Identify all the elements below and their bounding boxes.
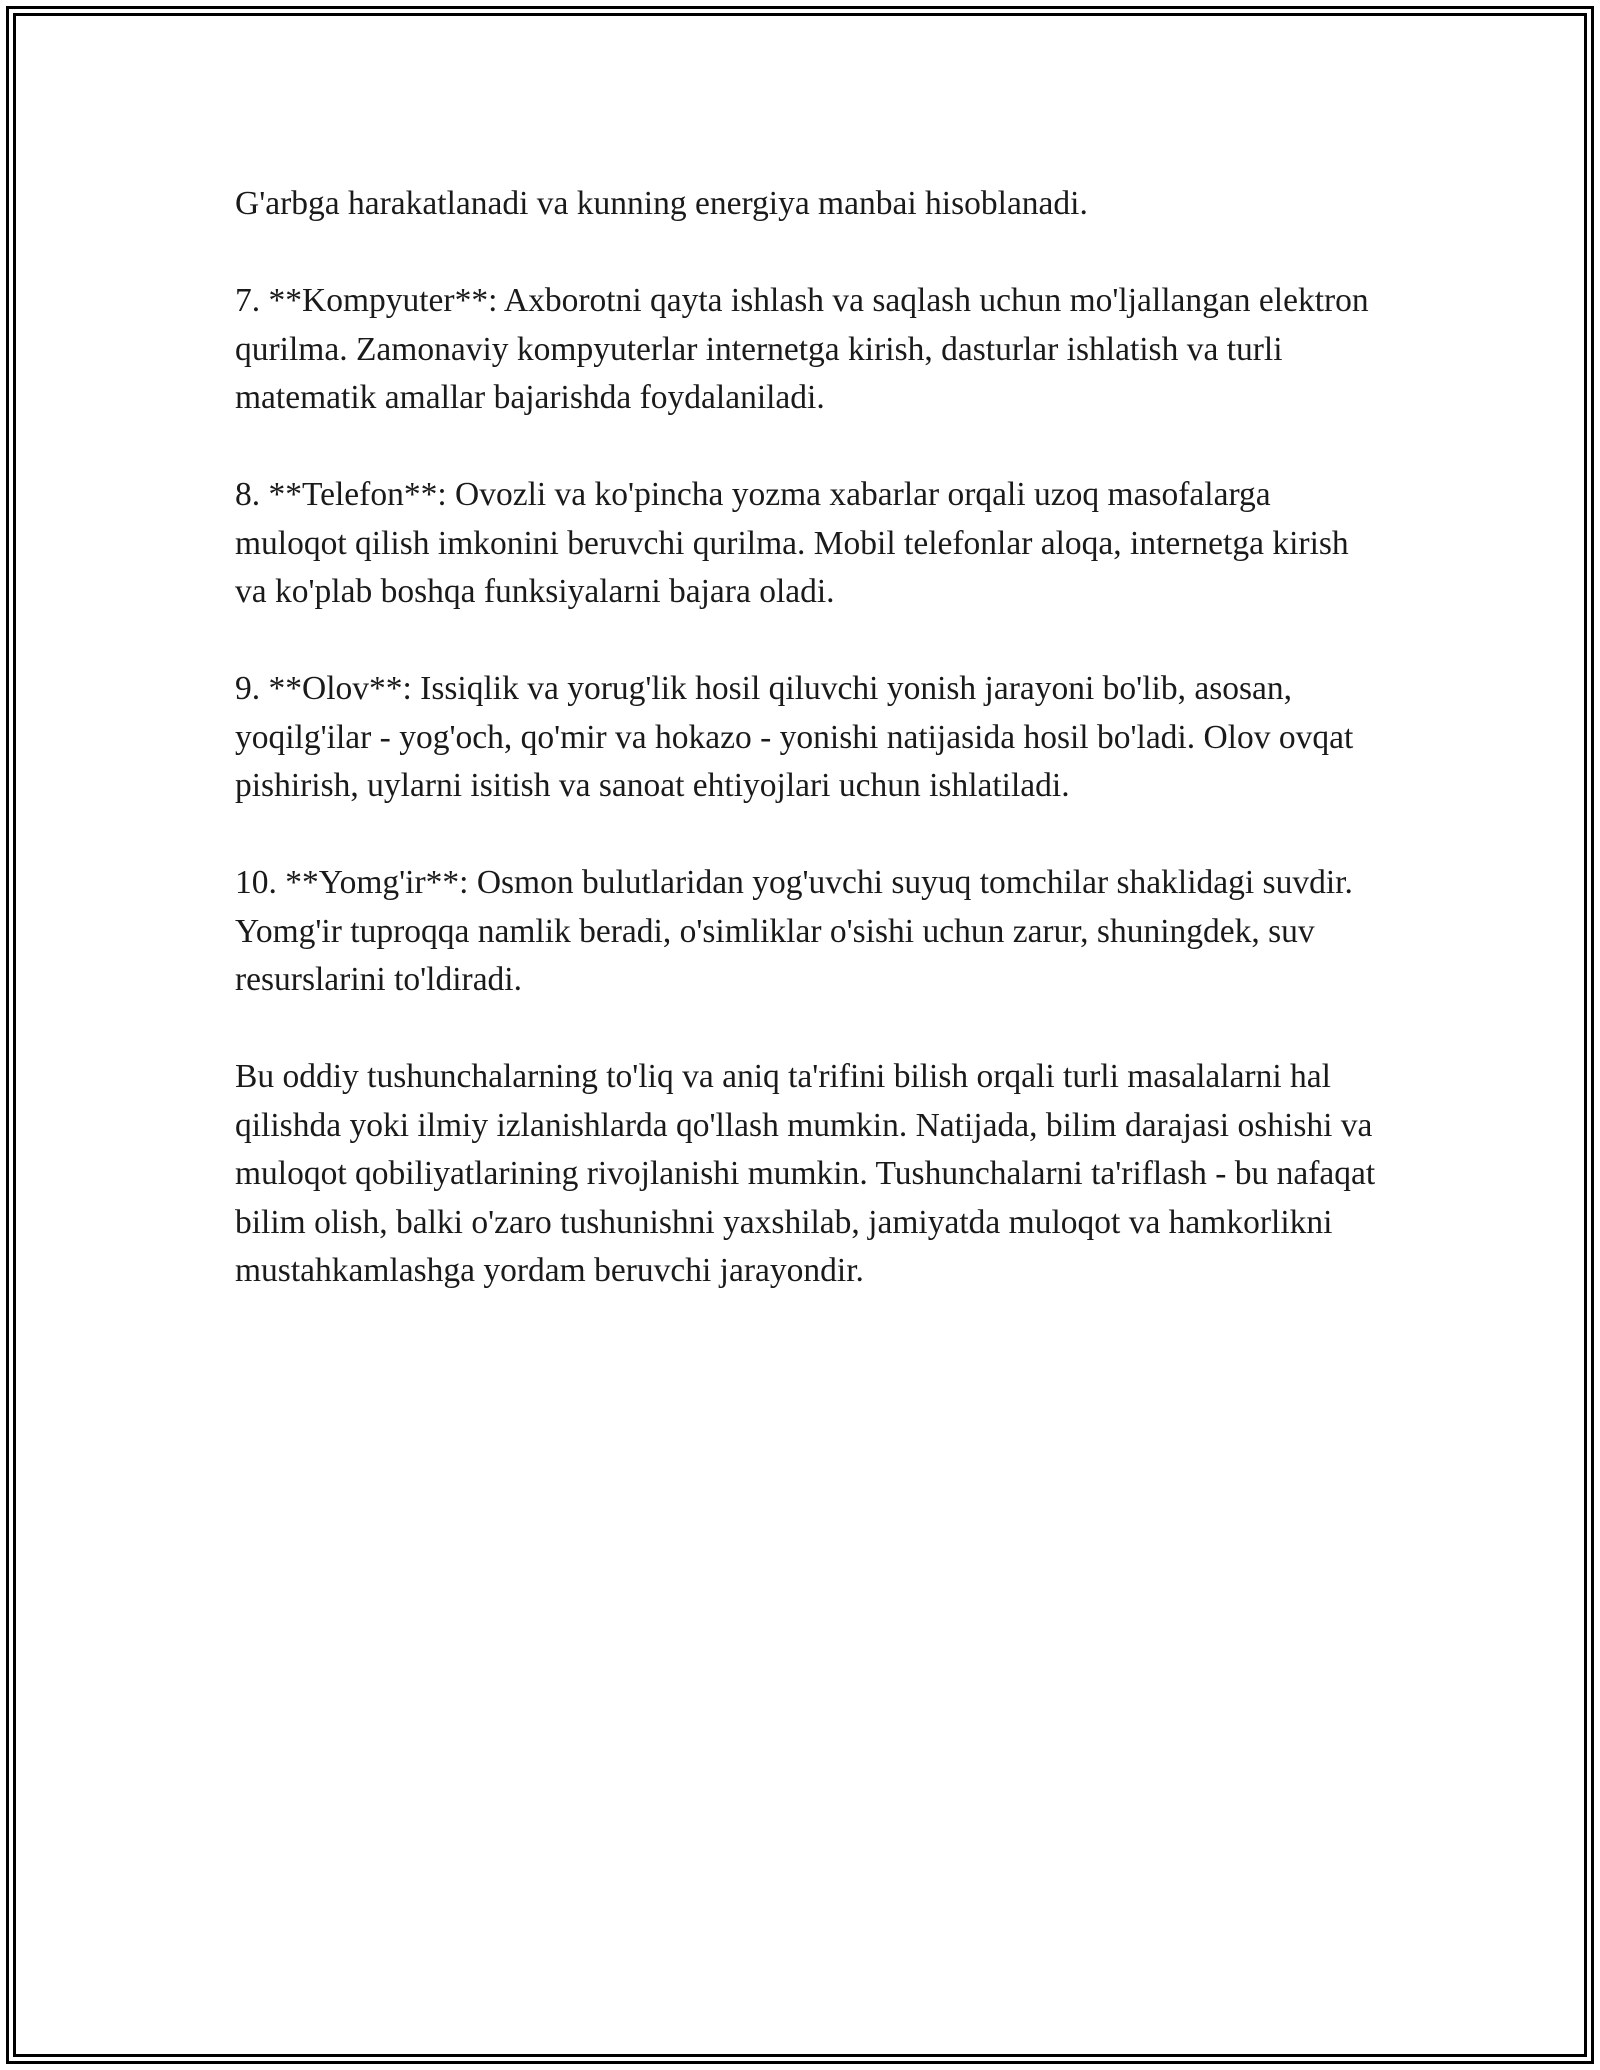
paragraph-telephone: 8. **Telefon**: Ovozli va ko'pincha yozma xabarlar orqali uzoq masofalarga muloqot qilish imkonini beruvchi qurilma. Mobil telefonlar aloqa, internetga kirish va ko'plab boshqa funksiyalarni bajara oladi. bbox=[235, 476, 1349, 610]
paragraph-computer: 7. **Kompyuter**: Axborotni qayta ishlash va saqlash uchun mo'ljallangan elektron qurilma. Zamonaviy kompyuterlar internetga kirish, dasturlar ishlatish va turli matematik amallar bajarishda foydalaniladi. bbox=[235, 282, 1369, 416]
paragraph-fire: 9. **Olov**: Issiqlik va yorug'lik hosil qiluvchi yonish jarayoni bo'lib, asosan, yoqilg'ilar - yog'och, qo'mir va hokazo - yonishi natijasida hosil bo'ladi. Olov ovqat pishirish, uylarni isitish va sanoat ehtiyojlari uchun ishlatiladi. bbox=[235, 670, 1354, 804]
paragraph-sun-continuation: G'arbga harakatlanadi va kunning energiya manbai hisoblanadi. bbox=[235, 185, 1088, 222]
paragraph-conclusion: Bu oddiy tushunchalarning to'liq va aniq ta'rifini bilish orqali turli masalalarni hal qilishda yoki ilmiy izlanishlarda qo'llash mumkin. Natijada, bilim darajasi oshishi va muloqot qobiliyatlarining rivojlanishi mumkin. Tushunchalarni ta'riflash - bu nafaqat bilim olish, balki o'zaro tushunishni yaxshilab, jamiyatda muloqot va hamkorlikni mustahkamlashga yordam beruvchi jarayondir. bbox=[235, 1058, 1376, 1289]
document-body bbox=[235, 180, 1385, 1344]
paragraph-rain: 10. **Yomg'ir**: Osmon bulutlaridan yog'uvchi suyuq tomchilar shaklidagi suvdir. Yomg'ir tuproqqa namlik beradi, o'simliklar o'sishi uchun zarur, shuningdek, suv resurslarini to'ldiradi. bbox=[235, 864, 1353, 998]
